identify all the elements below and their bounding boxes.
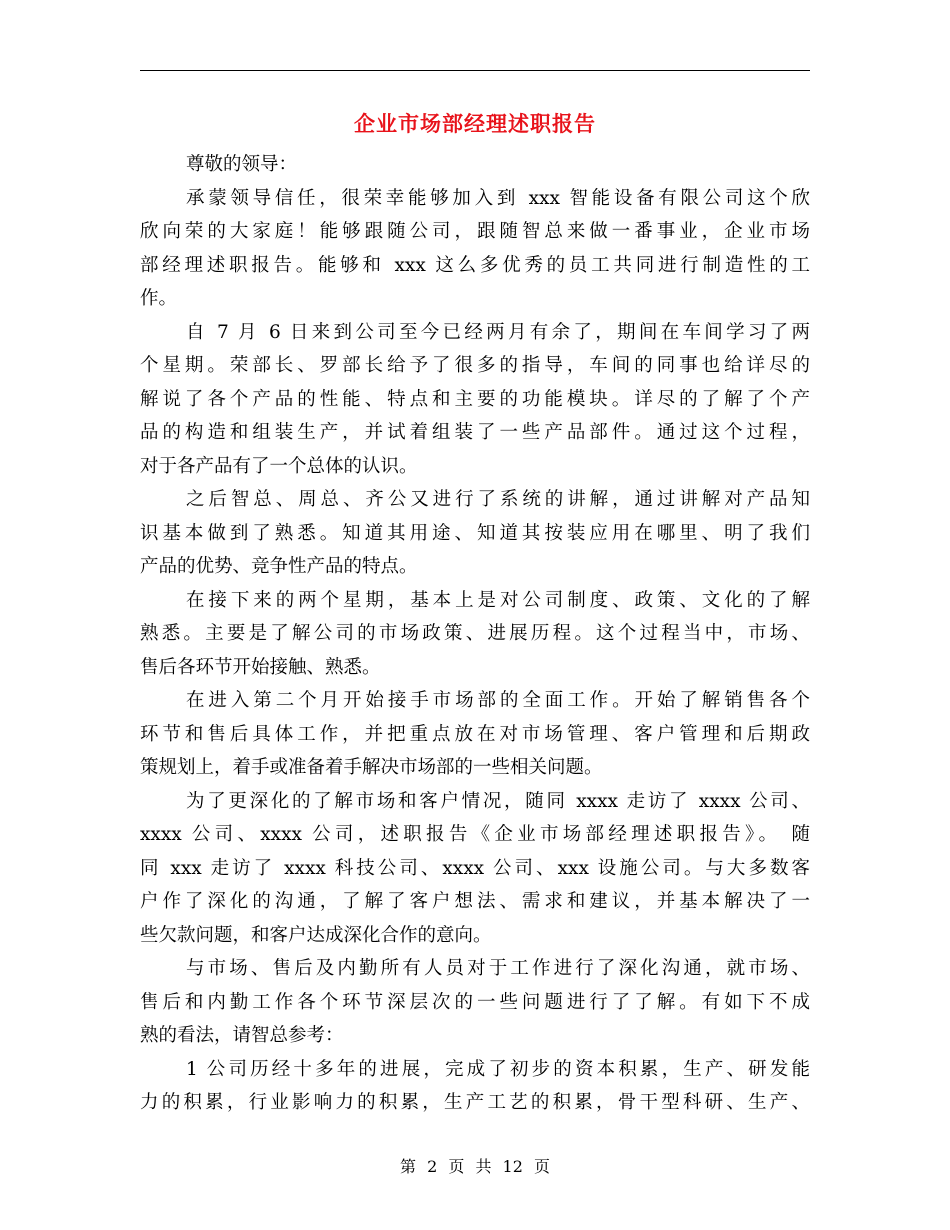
text-line: 力的积累，行业影响力的积累，生产工艺的积累，骨干型科研、生产、 [140, 1092, 810, 1113]
text-line: 售后各环节开始接触、熟悉。 [140, 656, 381, 678]
text-line: 环节和售后具体工作，并把重点放在对市场管理、客户管理和后期政 [140, 723, 810, 745]
text-line: 识基本做到了熟悉。知道其用途、知道其按装应用在哪里、明了我们 [140, 522, 810, 544]
text-line: xxxx 公司、xxxx 公司，述职报告《企业市场部经理述职报告》。 随 [140, 824, 810, 845]
text-line: 产品的优势、竞争性产品的特点。 [140, 556, 418, 577]
text-line: 解说了各个产品的性能、特点和主要的功能模块。详尽的了解了个产 [140, 388, 810, 410]
text-line: 售后和内勤工作各个环节深层次的一些问题进行了了解。有如下不成 [140, 991, 810, 1013]
header-rule [140, 70, 810, 71]
text-line: 部经理述职报告。能够和 xxx 这么多优秀的员工共同进行制造性的工 [140, 254, 810, 276]
text-line: 自 7 月 6 日来到公司至今已经两月有余了，期间在车间学习了两 [186, 321, 810, 343]
document-body [140, 148, 810, 1120]
text-line: 尊敬的领导： [186, 154, 298, 175]
text-line: 熟悉。主要是了解公司的市场政策、进展历程。这个过程当中，市场、 [140, 623, 810, 644]
text-line: 在接下来的两个星期，基本上是对公司制度、政策、文化的了解 [186, 589, 810, 611]
text-line: 品的构造和组装生产，并试着组装了一些产品部件。通过这个过程， [140, 422, 810, 443]
text-line: 与市场、售后及内勤所有人员对于工作进行了深化沟通，就市场、 [186, 958, 810, 979]
text-line: 作。 [140, 288, 178, 309]
page-footer: 第 2 页 共 12 页 [400, 1157, 550, 1176]
text-line: 为了更深化的了解市场和客户情况，随同 xxxx 走访了 xxxx 公司、 [186, 790, 810, 812]
text-line: 熟的看法，请智总参考： [140, 1025, 344, 1046]
text-line: 策规划上，着手或准备着手解决市场部的一些相关问题。 [140, 757, 603, 778]
text-line: 些欠款问题，和客户达成深化合作的意向。 [140, 924, 492, 946]
document-title: 企业市场部经理述职报告 [354, 111, 596, 136]
text-line: 之后智总、周总、齐公又进行了系统的讲解，通过讲解对产品知 [186, 489, 810, 510]
text-line: 个星期。荣部长、罗部长给予了很多的指导，车间的同事也给详尽的 [140, 355, 810, 376]
text-line: 在进入第二个月开始接手市场部的全面工作。开始了解销售各个 [186, 690, 810, 711]
text-line: 对于各产品有了一个总体的认识。 [140, 455, 418, 477]
text-line: 户作了深化的沟通，了解了客户想法、需求和建议，并基本解决了一 [140, 891, 810, 912]
text-line: 同 xxx 走访了 xxxx 科技公司、xxxx 公司、xxx 设施公司。与大多数客 [140, 857, 810, 879]
text-line: 1 公司历经十多年的进展，完成了初步的资本积累，生产、研发能 [186, 1058, 810, 1080]
text-line: 欣向荣的大家庭！能够跟随公司，跟随智总来做一番事业，企业市场 [140, 221, 810, 242]
text-line: 承蒙领导信任，很荣幸能够加入到 xxx 智能设备有限公司这个欣 [186, 187, 810, 209]
